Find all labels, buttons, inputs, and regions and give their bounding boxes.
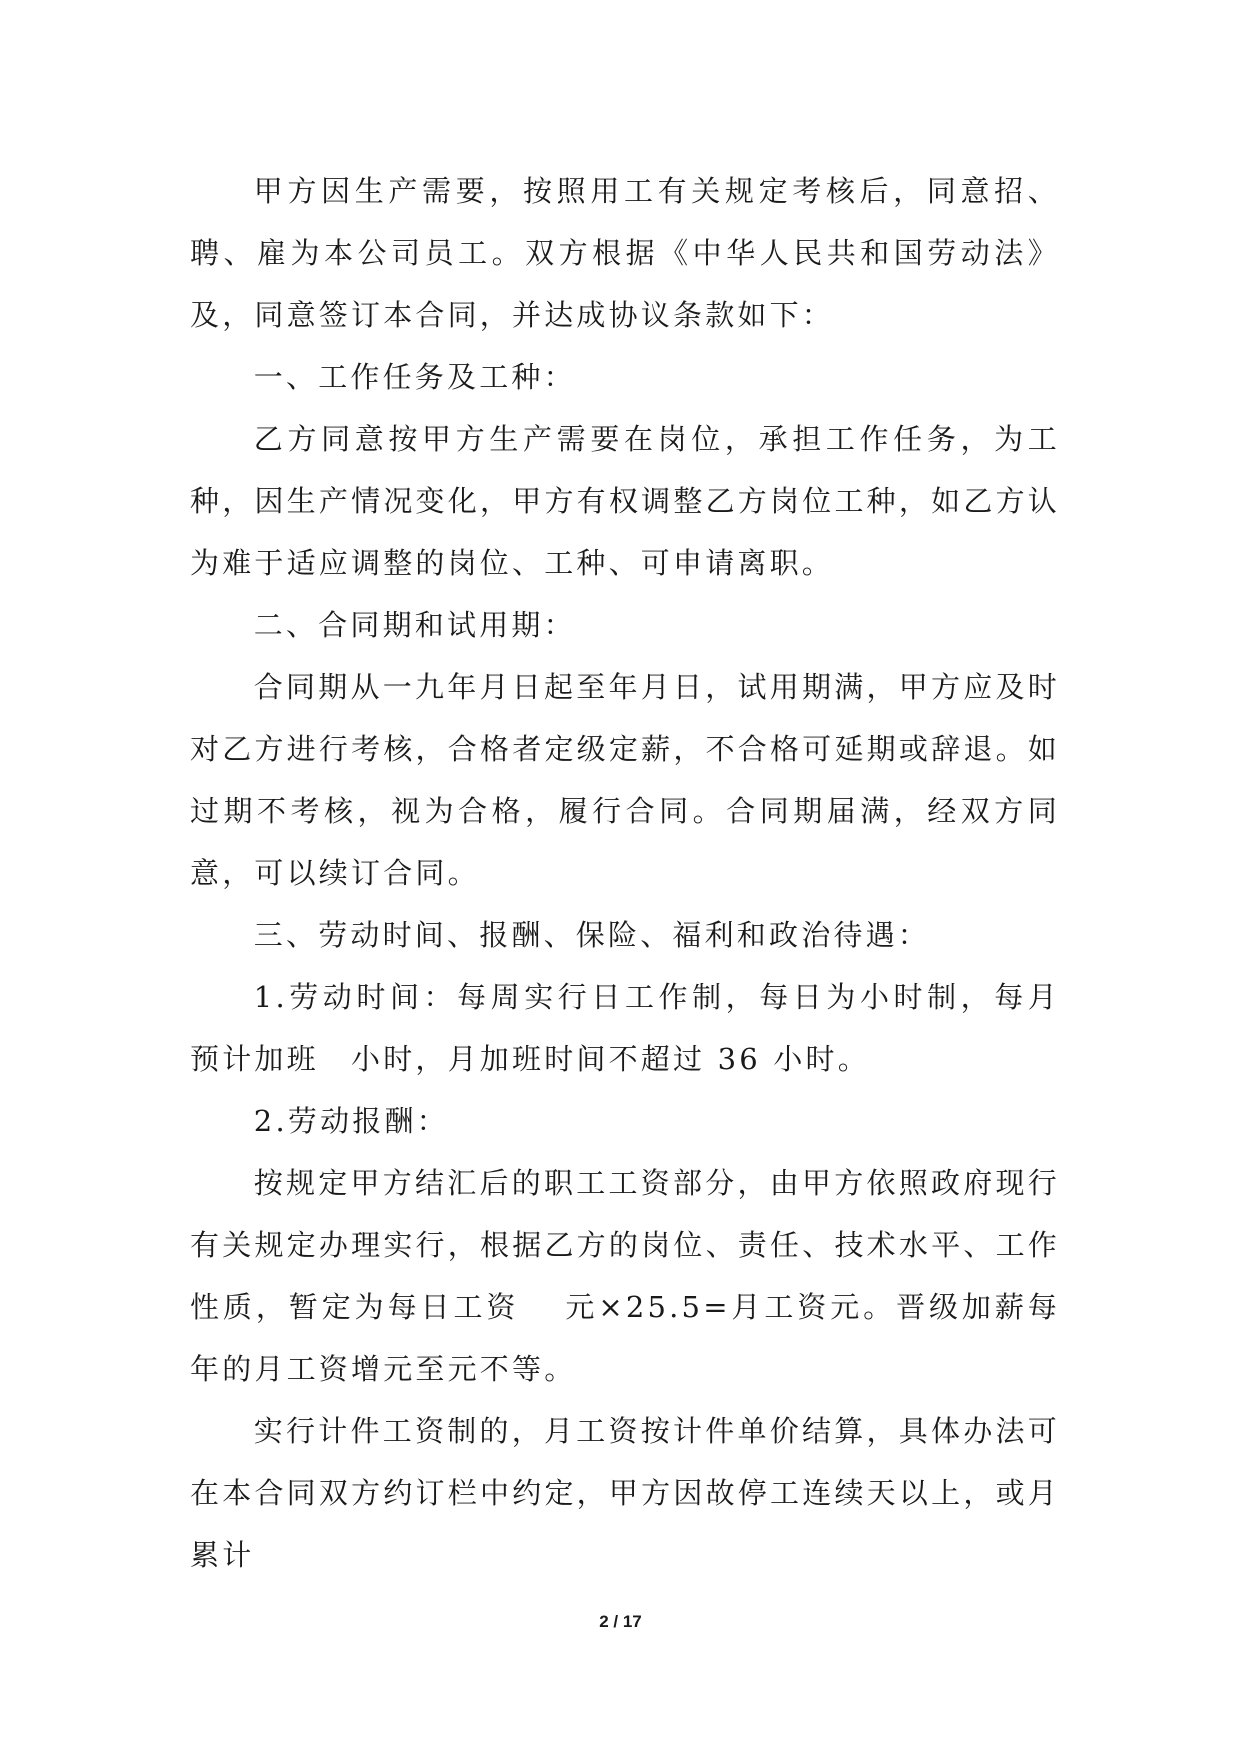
paragraph-contract-period: 合同期从一九年月日起至年月日，试用期满，甲方应及时对乙方进行考核，合格者定级定薪，不合格可延期或辞退。如过期不考核，视为合格，履行合同。合同期届满，经双方同意，可以续订合同。	[190, 670, 1060, 890]
contract-body	[190, 160, 1060, 1586]
paragraph-piecework: 实行计件工资制的，月工资按计件单价结算，具体办法可在本合同双方约订栏中约定，甲方因故停工连续天以上，或月累计	[190, 1414, 1060, 1572]
paragraph-work-tasks: 乙方同意按甲方生产需要在岗位，承担工作任务，为工种，因生产情况变化，甲方有权调整乙方岗位工种，如乙方认为难于适应调整的岗位、工种、可申请离职。	[190, 422, 1060, 580]
paragraph-intro: 甲方因生产需要，按照用工有关规定考核后，同意招、聘、雇为本公司员工。双方根据《中华人民共和国劳动法》及，同意签订本合同，并达成协议条款如下：	[190, 174, 1060, 332]
paragraph-salary: 按规定甲方结汇后的职工工资部分，由甲方依照政府现行有关规定办理实行，根据乙方的岗位、责任、技术水平、工作性质，暂定为每日工资 元×25.5=月工资元。晋级加薪每年的月工资增元至元不等。	[190, 1166, 1060, 1386]
paragraph-working-hours: 1.劳动时间：每周实行日工作制，每日为小时制，每月预计加班 小时，月加班时间不超过 36 小时。	[190, 980, 1060, 1076]
heading-labor-terms: 三、劳动时间、报酬、保险、福利和政治待遇：	[253, 918, 930, 952]
heading-contract-period: 二、合同期和试用期：	[253, 608, 576, 642]
heading-remuneration: 2.劳动报酬：	[253, 1104, 449, 1138]
heading-work-tasks: 一、工作任务及工种：	[253, 360, 576, 394]
page-number: 2 / 17	[599, 1612, 642, 1631]
